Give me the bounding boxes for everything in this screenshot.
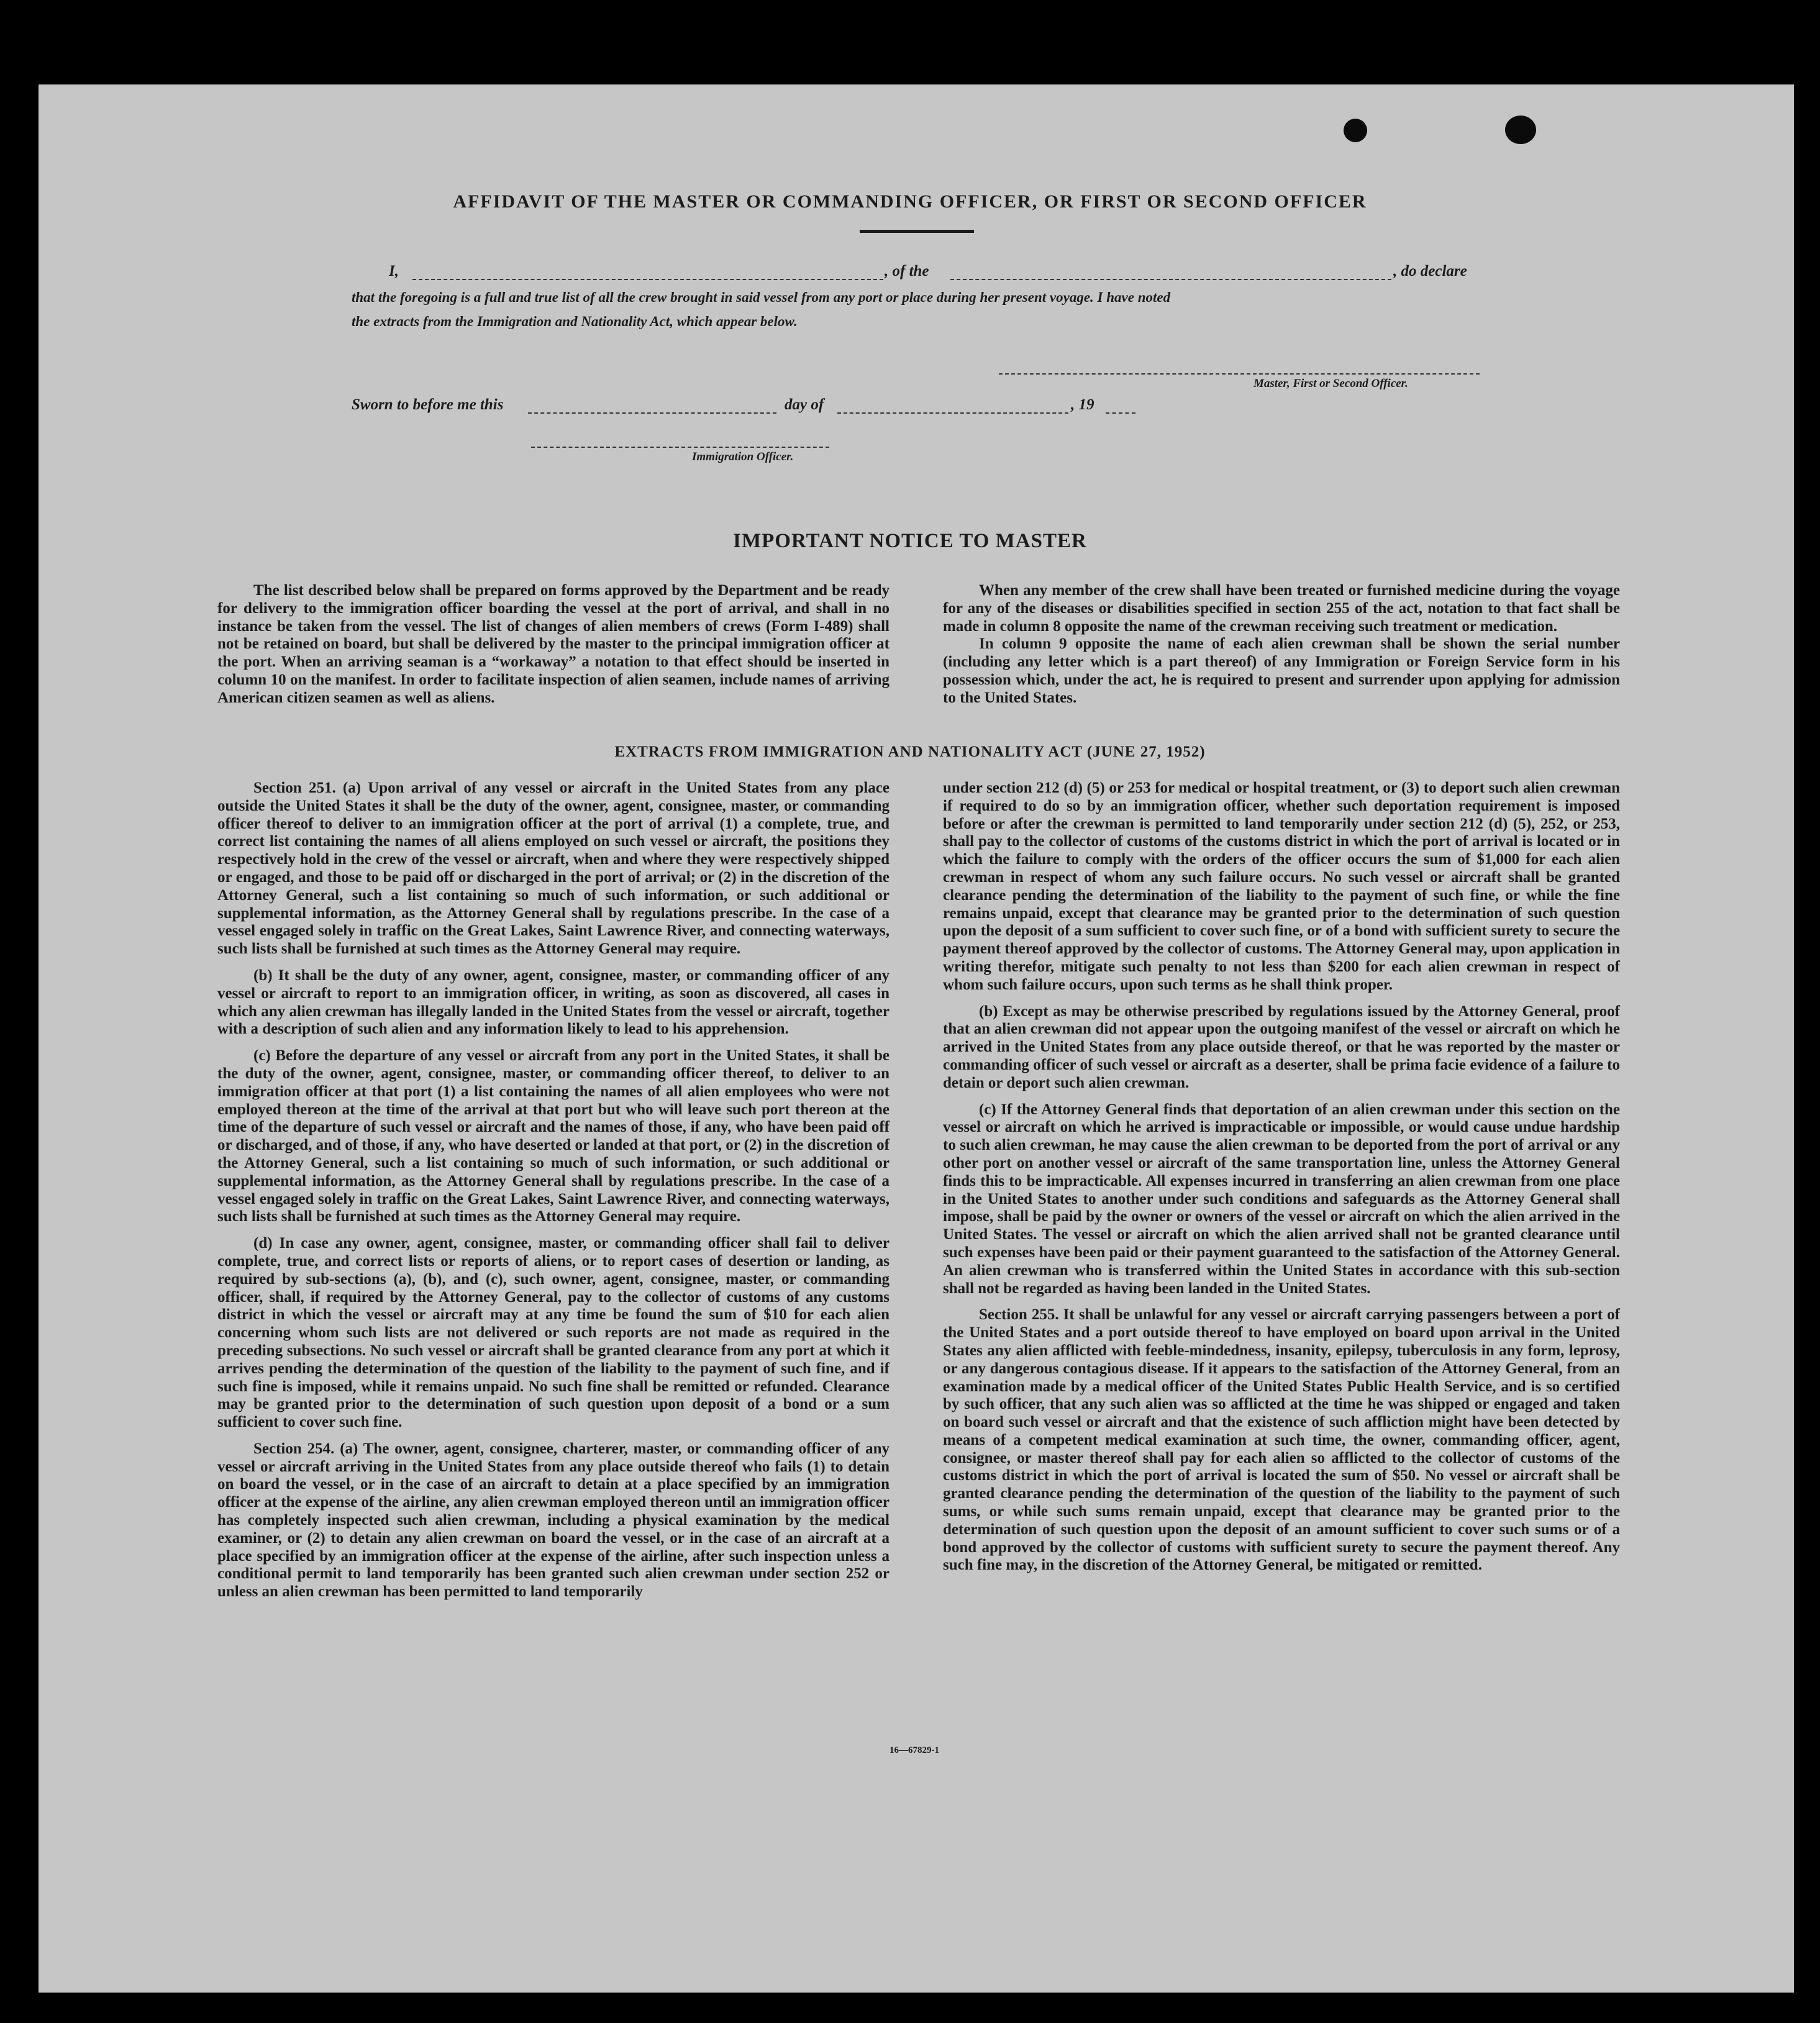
officer-signature-field[interactable] (999, 373, 1480, 375)
punch-hole (1505, 116, 1536, 144)
section-251-d: (d) In case any owner, agent, consignee, master, or commanding officer shall fail to deliver complete, true, and correct lists or reports of aliens, or to report cases of desertion or landing, as required by sub-sections (a), (b), and (c), such owner, agent, consignee, master, or commanding officer, shall, if required by the Attorney General, pay to the collector of customs of any customs district in which the vessel or aircraft may at any time be found the sum of $10 for each alien concerning whom such lists are not delivered or such reports are not made as required in the preceding subsections. No such vessel or aircraft shall be granted clearance from any port at which it arrives pending the determination of the question of the liability to the payment of such fine, and if such fine is imposed, while it remains unpaid. No such fine shall be remitted or refunded. Clearance may be granted prior to the determination of such question upon deposit of a bond or a sum sufficient to cover such fine. (217, 1235, 890, 1431)
immigration-officer-caption: Immigration Officer. (692, 450, 794, 463)
title-rule (860, 230, 974, 233)
affidavit-title: AFFIDAVIT OF THE MASTER OR COMMANDING OFFICER, OR FIRST OR SECOND OFFICER (453, 191, 1367, 212)
year-field[interactable] (1106, 412, 1135, 414)
year-label: , 19 (1071, 396, 1094, 413)
section-254-a-continued: under section 212 (d) (5) or 253 for medical or hospital treatment, or (3) to deport such alien crewman if required to do so by an immigration officer, whether such deportation requirement is imposed before or after the crewman is permitted to land temporarily under section 212 (d) (5), 252, or 253, shall pay to the collector of customs of the customs district in which the port of arrival is located or in which the failure to comply with the orders of the officer occurs the sum of $1,000 for each alien crewman in respect of whom any such failure occurs. No such vessel or aircraft shall be granted clearance pending the determination of the liability to the payment of such fine, or while the fine remains unpaid, except that clearance may be granted prior to the determination of such question upon the deposit of a sum sufficient to cover such fine, or of a bond with sufficient surety to secure the payment thereof approved by the collector of customs. The Attorney General may, upon application in writing therefor, mitigate such penalty to not less than $200 for each alien crewman in respect of whom such failure occurs, upon such terms as he shall think proper. (943, 780, 1620, 993)
section-251-c: (c) Before the departure of any vessel or aircraft from any port in the United States, it shall be the duty of the owner, agent, consignee, master, or commanding officer thereof, to deliver to an immigration officer at that port (1) a list containing the names of all alien employees who were not employed thereon at the time of the arrival at that port but who will leave such port thereon at the time of the departure of such vessel or aircraft and the names of those, if any, who have been paid off or discharged, and of those, if any, who have deserted or landed at that port, or (2) in the discretion of the Attorney General, such a list containing so much of such information, or such additional or supplemental information, as the Attorney General shall by regulations prescribe. In the case of a vessel engaged solely in traffic on the Great Lakes, Saint Lawrence River, and connecting waterways, such lists shall be furnished at such times as the Attorney General may require. (217, 1047, 890, 1225)
i-label: I, (389, 263, 399, 280)
notice-right-paragraph-1: When any member of the crew shall have been treated or furnished medicine during the voyage for any of the diseases or disabilities specified in section 255 of the act, notation to that fact shall be made in column 8 opposite the name of the crewman receiving such treatment or medication. (943, 582, 1620, 635)
sworn-label: Sworn to before me this (352, 396, 504, 413)
section-251-b: (b) It shall be the duty of any owner, agent, consignee, master, or commanding officer of any vessel or aircraft to report to an immigration officer, in writing, as soon as discovered, all cases in which any alien crewman has illegally landed in the United States from the vessel or aircraft, together with a description of such alien and any information likely to lead to his apprehension. (217, 966, 890, 1038)
section-251-a: Section 251. (a) Upon arrival of any vessel or aircraft in the United States from any place outside the United States it shall be the duty of the owner, agent, consignee, master, or commanding officer thereof to deliver to an immigration officer at the port of arrival (1) a complete, true, and correct list containing the names of all aliens employed on such vessel or aircraft, the positions they respectively hold in the crew of the vessel or aircraft, when and where they were respectively shipped or engaged, and those to be paid off or discharged in the port of arrival; or (2) in the discretion of the Attorney General, such a list containing so much of such information, or such additional or supplemental information, as the Attorney General shall by regulations prescribe. In the case of a vessel engaged solely in traffic on the Great Lakes, Saint Lawrence River, and connecting waterways, such lists shall be furnished at such times as the Attorney General may require. (217, 780, 890, 958)
declaration-line-3: the extracts from the Immigration and Nationality Act, which appear below. (352, 314, 798, 329)
notice-right-paragraph-2: In column 9 opposite the name of each alien crewman shall be shown the serial number (including any letter which is a part thereof) of any Immigration or Foreign Service form in his possession which, under the act, he is required to present and surrender upon applying for admission to the United States. (943, 635, 1620, 706)
name-field[interactable] (412, 279, 883, 280)
section-254-a: Section 254. (a) The owner, agent, consignee, charterer, master, or commanding officer of any vessel or aircraft arriving in the United States from any place outside thereof who fails (1) to detain on board the vessel, or in the case of an aircraft to detain at a place specified by an immigration officer at the expense of the airline, any alien crewman employed thereon until an immigration officer has completely inspected such alien crewman, including a physical examination by the medical examiner, or (2) to detain any alien crewman on board the vessel, or in the case of an aircraft at a place specified by an immigration officer at the expense of the airline, after such inspection unless a conditional permit to land temporarily has been granted such alien crewman under section 252 or unless an alien crewman has been permitted to land temporarily (217, 1440, 890, 1601)
notice-title: IMPORTANT NOTICE TO MASTER (733, 530, 1087, 552)
section-254-b: (b) Except as may be otherwise prescribed by regulations issued by the Attorney General, proof that an alien crewman did not appear upon the outgoing manifest of the vessel or aircraft on which he arrived in the United States from any place outside thereof, or that he was reported by the master or commanding officer of such vessel or aircraft as a deserter, shall be prima facie evidence of a failure to detain or deport such alien crewman. (943, 1002, 1620, 1091)
declaration-line-2: that the foregoing is a full and true list of all the crew brought in said vessel from any port or place during her present voyage. I have noted (352, 289, 1171, 305)
section-255: Section 255. It shall be unlawful for any vessel or aircraft carrying passengers between a port of the United States and a port outside thereof to have employed on board upon arrival in the United States any alien afflicted with feeble-mindedness, insanity, epilepsy, tuberculosis in any form, leprosy, or any dangerous contagious disease. If it appears to the satisfaction of the Attorney General, from an examination made by a medical officer of the United States Public Health Service, and is so certified by such officer, that any such alien was so afflicted at the time he was shipped or engaged and taken on board such vessel or aircraft and that the existence of such affliction might have been detected by means of a competent medical examination at such time, the owner, commanding officer, agent, consignee, or master thereof shall pay for each alien so afflicted to the collector of customs of the customs district in which the port of arrival is located the sum of $50. No vessel or aircraft shall be granted clearance pending the determination of the question of the liability to the payment of such sums, or while such sums remain unpaid, except that clearance may be granted prior to the determination of such question upon the deposit of an amount sufficient to cover such sums or of a bond approved by the collector of customs with sufficient surety to secure the payment thereof. Any such fine may, in the discretion of the Attorney General, be mitigated or remitted. (943, 1306, 1620, 1574)
of-the-label: , of the (885, 263, 929, 280)
extracts-left-column (217, 780, 890, 1610)
extracts-right-column (943, 780, 1620, 1583)
notice-right-column (943, 582, 1620, 716)
notice-left-paragraph: The list described below shall be prepared on forms approved by the Department and be ready for delivery to the immigration officer boarding the vessel at the port of arrival, and shall in no instance be taken from the vessel. The list of changes of alien members of crews (Form I-489) shall not be retained on board, but shall be delivered by the master to the principal immigration officer at the port. When an arriving seaman is a “workaway” a notation to that effect should be inserted in column 10 on the manifest. In order to facilitate inspection of alien seamen, include names of arriving American citizen seamen as well as aliens. (217, 582, 890, 706)
immigration-officer-signature-field[interactable] (531, 447, 829, 448)
do-declare-label: , do declare (1393, 263, 1467, 280)
notice-left-column (217, 582, 890, 716)
month-field[interactable] (837, 412, 1068, 414)
officer-caption: Master, First or Second Officer. (1254, 377, 1408, 390)
section-254-c: (c) If the Attorney General finds that deportation of an alien crewman under this section on the vessel or aircraft on which he arrived is impracticable or impossible, or would cause undue hardship to such alien crewman, he may cause the alien crewman to be deported from the port of arrival or any other port on another vessel or aircraft of the same transportation line, unless the Attorney General finds this to be impracticable. All expenses incurred in transferring an alien crewman from one place in the United States to another under such conditions and safeguards as the Attorney General shall impose, shall be paid by the owner or owners of the vessel or aircraft on which the alien arrived in the United States. The vessel or aircraft on which the alien arrived shall not be granted clearance until such expenses have been paid or their payment guaranteed to the satisfaction of the Attorney General. An alien crewman who is transferred within the United States in accordance with this sub-section shall not be regarded as having been landed in the United States. (943, 1101, 1620, 1297)
vessel-field[interactable] (950, 279, 1391, 280)
extracts-title: EXTRACTS FROM IMMIGRATION AND NATIONALITY ACT (JUNE 27, 1952) (614, 743, 1206, 760)
day-of-label: day of (785, 396, 824, 413)
form-number: 16—67829-1 (890, 1745, 939, 1755)
punch-hole (1344, 119, 1367, 142)
sworn-date-field[interactable] (528, 412, 776, 414)
